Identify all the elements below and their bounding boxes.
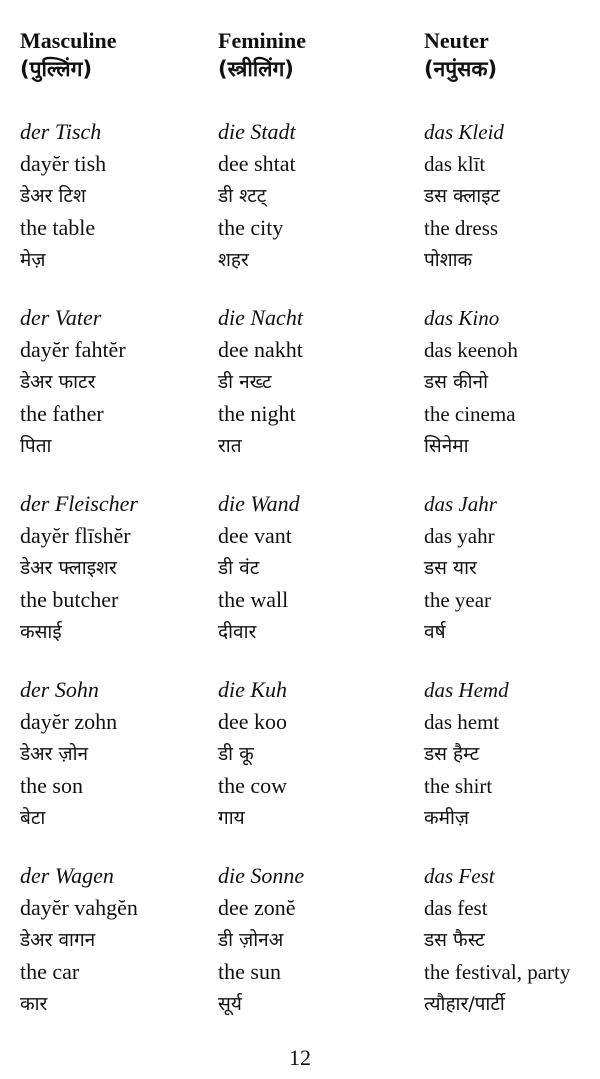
vocab-entry: [218, 674, 304, 860]
column-heading-hindi: (पुल्लिंग): [20, 57, 93, 81]
vocab-entry: [424, 116, 570, 302]
english-meaning: the cow: [218, 773, 288, 798]
page-number: 12: [289, 1045, 311, 1070]
german-word: der Tisch: [20, 119, 102, 144]
column-neuter: [424, 28, 600, 1015]
german-word: das Jahr: [424, 492, 497, 516]
pronunciation: dee koo: [218, 709, 288, 734]
english-meaning: the cinema: [424, 402, 516, 426]
vocab-entry: [218, 860, 304, 1046]
pronunciation: dayĕr zohn: [20, 709, 118, 734]
pronunciation: dayĕr fahtĕr: [20, 337, 126, 362]
hindi-meaning: गाय: [218, 807, 245, 829]
english-meaning: the year: [424, 588, 492, 612]
english-meaning: the festival, party: [424, 960, 571, 984]
english-meaning: the wall: [218, 587, 289, 612]
column-masculine: [20, 28, 215, 1015]
pronunciation: das fest: [424, 896, 488, 920]
hindi-meaning: वर्ष: [424, 621, 446, 643]
devanagari-transliteration: डी वंट: [218, 557, 260, 579]
german-word: die Nacht: [218, 305, 303, 330]
english-meaning: the sun: [218, 959, 281, 984]
devanagari-transliteration: डी श्टट्: [218, 185, 267, 207]
english-meaning: the father: [20, 401, 104, 426]
column-heading: Feminine: [218, 28, 306, 53]
column-heading-hindi: (नपुंसक): [424, 57, 498, 81]
hindi-meaning: त्यौहार/पार्टी: [424, 993, 505, 1015]
vocab-entry: [20, 302, 138, 488]
devanagari-transliteration: डेअर वागन: [20, 929, 96, 951]
vocab-entry: [20, 674, 138, 860]
german-word: die Wand: [218, 491, 300, 516]
pronunciation: dee nakht: [218, 337, 303, 362]
devanagari-transliteration: डस कीनो: [424, 371, 489, 393]
devanagari-transliteration: डस क्लाइट: [424, 185, 501, 207]
devanagari-transliteration: डस यार: [424, 557, 477, 579]
hindi-meaning: पिता: [20, 435, 52, 457]
devanagari-transliteration: डेअर ज़ोन: [20, 743, 89, 765]
hindi-meaning: दीवार: [218, 621, 257, 643]
pronunciation: dee shtat: [218, 151, 296, 176]
entry-list: [20, 116, 138, 1046]
pronunciation: dee zonĕ: [218, 895, 296, 920]
vocab-entry: [218, 302, 304, 488]
german-word: die Stadt: [218, 119, 296, 144]
column-heading: Neuter: [424, 28, 489, 53]
pronunciation: das klīt: [424, 152, 486, 176]
german-word: das Fest: [424, 864, 495, 888]
hindi-meaning: रात: [218, 435, 242, 457]
german-word: die Kuh: [218, 677, 288, 702]
devanagari-transliteration: डेअर फाटर: [20, 371, 96, 393]
vocab-entry: [218, 488, 304, 674]
english-meaning: the car: [20, 959, 80, 984]
devanagari-transliteration: डेअर फ्लाइशर: [20, 557, 117, 579]
german-word: der Vater: [20, 305, 102, 330]
devanagari-transliteration: डस फैस्ट: [424, 929, 485, 951]
german-word: die Sonne: [218, 863, 305, 888]
german-word: das Hemd: [424, 678, 509, 702]
hindi-meaning: सिनेमा: [424, 435, 469, 457]
pronunciation: dayĕr tish: [20, 151, 107, 176]
english-meaning: the table: [20, 215, 96, 240]
pronunciation: dayĕr vahgĕn: [20, 895, 138, 920]
pronunciation: das keenoh: [424, 338, 518, 362]
vocab-entry: [20, 116, 138, 302]
german-word: der Wagen: [20, 863, 114, 888]
hindi-meaning: बेटा: [20, 807, 46, 829]
vocab-entry: [20, 488, 138, 674]
vocab-entry: [424, 302, 570, 488]
english-meaning: the dress: [424, 216, 499, 240]
english-meaning: the butcher: [20, 587, 119, 612]
hindi-meaning: पोशाक: [424, 249, 473, 271]
german-word: der Sohn: [20, 677, 99, 702]
devanagari-transliteration: डेअर टिश: [20, 185, 86, 207]
vocab-entry: [424, 674, 570, 860]
vocab-entry: [424, 860, 570, 1046]
hindi-meaning: सूर्य: [218, 993, 242, 1015]
devanagari-transliteration: डस हैम्ट: [424, 743, 480, 765]
vocab-entry: [218, 116, 304, 302]
english-meaning: the night: [218, 401, 296, 426]
pronunciation: dee vant: [218, 523, 292, 548]
devanagari-transliteration: डी ज़ोनअ: [218, 929, 284, 951]
english-meaning: the son: [20, 773, 83, 798]
english-meaning: the city: [218, 215, 284, 240]
devanagari-transliteration: डी नख्ट: [218, 371, 272, 393]
pronunciation: das hemt: [424, 710, 500, 734]
vocab-entry: [424, 488, 570, 674]
column-heading: Masculine: [20, 28, 117, 53]
german-word: der Fleischer: [20, 491, 138, 516]
hindi-meaning: कमीज़: [424, 807, 469, 829]
column-feminine: [218, 28, 418, 1015]
pronunciation: das yahr: [424, 524, 495, 548]
pronunciation: dayĕr flīshĕr: [20, 523, 131, 548]
entry-list: [218, 116, 304, 1046]
german-word: das Kleid: [424, 120, 504, 144]
english-meaning: the shirt: [424, 774, 493, 798]
entry-list: [424, 116, 570, 1046]
hindi-meaning: कसाई: [20, 621, 62, 643]
hindi-meaning: मेज़: [20, 249, 46, 271]
column-heading-hindi: (स्त्रीलिंग): [218, 57, 294, 81]
hindi-meaning: कार: [20, 993, 48, 1015]
german-word: das Kino: [424, 306, 500, 330]
devanagari-transliteration: डी कू: [218, 743, 254, 765]
vocab-entry: [20, 860, 138, 1046]
hindi-meaning: शहर: [218, 249, 249, 271]
